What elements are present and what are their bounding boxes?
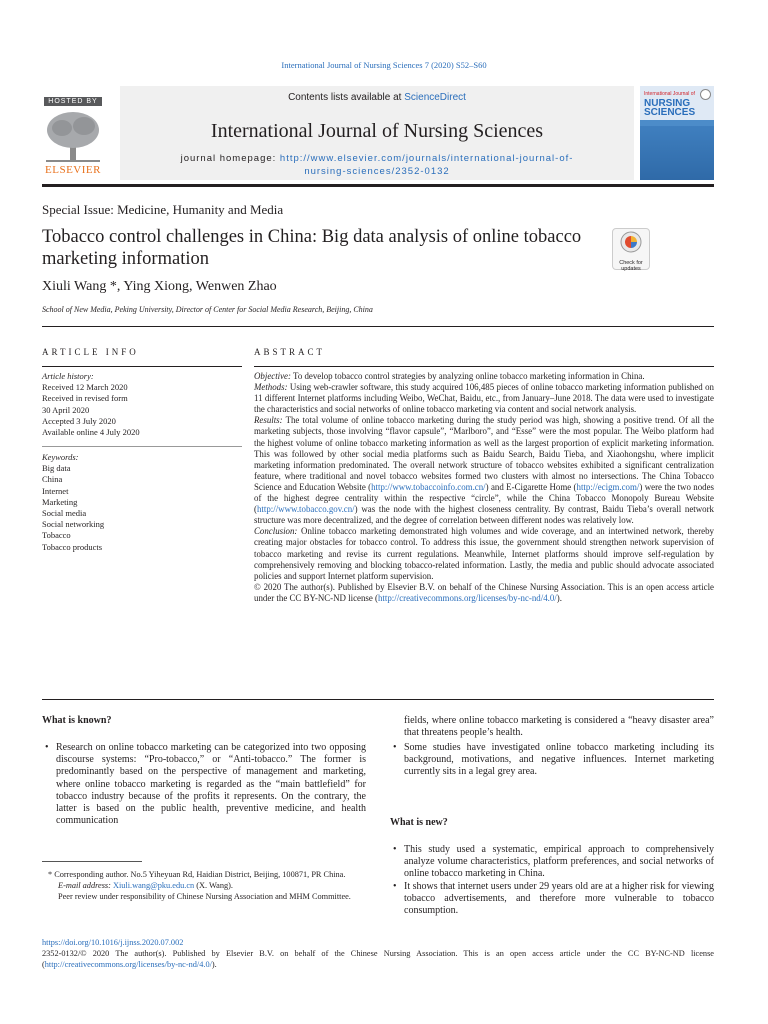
footnotes [42,869,366,902]
journal-title: International Journal of Nursing Sciences [210,120,544,142]
sciencedirect-link[interactable]: ScienceDirect [404,92,466,103]
known-list [42,742,366,827]
objective-text: To develop tobacco control strategies by analyzing online tobacco marketing information in China. [290,371,645,381]
conclusion-label: Conclusion: [254,526,298,537]
known-bullet: • Research on online tobacco marketing can be categorized into two opposing discourse systems: “Pro-tobacco,” or “Anti-tobacco.” The former is predominantly based on the perspective of management and marketing, where online tobacco marketing is regarded as the “main battlefield” for tobacco industry because of the profits it represents. On the contrary, the latter is based on the public health, preventive medicine, and health communication [42,742,366,827]
ecigm-link[interactable]: http://ecigm.com/ [576,481,640,492]
elsevier-logo [42,108,104,176]
cover-title-nursing: NURSING [644,98,691,109]
elsevier-wordmark: ELSEVIER [45,164,101,176]
methods-label: Methods: [254,382,288,393]
methods-text: Using web-crawler software, this study acquired 106,485 pieces of online tobacco marketing information published on 11 different Internet platforms including Weibo, WeChat, Baidu, etc., from January–June 2018. The data were used to investigate the characteristics and social networks of online tobacco marketing via content and social network analysis. [254,382,714,415]
keywords [42,452,242,553]
abstract-heading: ABSTRACT [254,347,326,357]
abstract-conclusion [254,526,714,581]
contents-line [120,92,634,103]
license-link[interactable]: http://creativecommons.org/licenses/by-nc-nd/4.0/ [377,592,557,603]
title-rule [42,326,714,327]
objective-label: Objective: [254,371,291,381]
known-list-cont [390,742,714,779]
affiliation: School of New Media, Peking University, Director of Center for Social Media Research, Beijing, China [42,305,373,314]
abstract-rule [254,366,714,367]
results-text: ) was the node with the highest closeness centrality. By contrast, Baidu Tieba’s overall network structure was more decentralized, and the degree of correlation between different nodes was relatively low. [254,504,714,526]
article-info-rule [42,366,242,367]
email-link[interactable]: Xiuli.wang@pku.edu.cn [113,881,195,890]
keyword: Tobacco products [42,541,103,552]
what-is-known-heading: What is known? [42,715,112,726]
article-title: Tobacco control challenges in China: Big data analysis of online tobacco marketing information [42,227,582,269]
issn-license-line [42,948,714,970]
keyword: Big data [42,463,71,474]
author-list: Xiuli Wang *, Ying Xiong, Wenwen Zhao [42,279,277,294]
history-item: Accepted 3 July 2020 [42,415,116,426]
cover-title-sciences: SCIENCES [644,107,696,118]
what-is-new-heading: What is new? [390,817,448,828]
keyword: China [42,474,63,485]
check-updates-text: Check for updates [619,260,643,272]
results-text: ) and E-Cigarette Home ( [485,481,577,492]
homepage-url[interactable]: http://www.elsevier.com/journals/international-journal-of- [279,153,574,164]
known-bullet-continuation: fields, where online tobacco marketing is considered a “heavy disaster area” that threatens people’s health. [404,715,714,739]
tobacco-gov-link[interactable]: http://www.tobacco.gov.cn/ [256,504,355,515]
keyword: Social networking [42,519,105,530]
contents-prefix: Contents lists available at [288,92,405,103]
known-bullet: • Some studies have investigated online tobacco marketing including its background, motivations, and negative influences. Internet marketing currently sits in a legal grey area. [390,742,714,779]
history-label: Article history: [42,371,94,381]
hosted-by-label: HOSTED BY [44,97,102,106]
abstract-end-rule [42,699,714,700]
email-note [42,880,366,891]
keyword: Tobacco [42,530,71,541]
keywords-label: Keywords: [42,452,79,462]
article-history [42,371,242,438]
keyword: Social media [42,508,87,519]
footer [42,937,714,970]
history-item: Received in revised form [42,393,128,404]
history-item: Received 12 March 2020 [42,382,128,393]
article-info-heading: ARTICLE INFO [42,347,139,357]
issn-text: 2352-0132/© 2020 The author(s). Published by Elsevier B.V. on behalf of the Chinese Nursing Association. This is an open access article under the CC BY-NC-ND license ( [42,949,714,969]
footnote-rule [42,861,142,862]
abstract-objective [254,371,714,382]
header-rule [42,184,714,187]
doi-link[interactable]: https://doi.org/10.1016/j.ijnss.2020.07.002 [42,938,184,947]
journal-homepage [130,152,624,178]
abstract-results [254,415,714,526]
new-bullet: • It shows that internet users under 29 years old are at a higher risk for viewing tobacco advertisements, and therefore more vulnerable to tobacco consumption. [390,881,714,918]
history-item: 30 April 2020 [42,404,90,415]
results-label: Results: [254,415,283,426]
abstract-body [254,371,714,604]
keyword: Internet [42,485,69,496]
journal-cover [640,86,714,180]
peer-review-note: Peer review under responsibility of Chinese Nursing Association and MHM Committee. [58,892,351,901]
new-bullet: • This study used a systematic, empirical approach to comprehensively analyze volume characteristics, platform preferences, and social networks of online tobacco marketing in China. [390,844,714,881]
abstract-copyright [254,582,714,604]
issn-end: ). [211,960,217,969]
tobaccoinfo-link[interactable]: http://www.tobaccoinfo.com.cn/ [371,481,486,492]
results-text: The total volume of online tobacco marketing during the study period was high, showing a positive trend. Of all the marketing subjects, those involving “flavor capsule”, “Marlboro”, and “Esse” were the most popular. The Weibo platform had the highest volume of online tobacco marketing information as well as the largest proportion of explicit marketing information. This was followed by other social media platforms such as Baidu Search, Baidu Tieba, and Xiaohongshu, where implicit marketing information predominated. The overall network structure of tobacco websites exhibited a significant centralization feature, where traditional and novel tobacco websites formed two clusters with almost no intersections. The China Tobacco Science and Education Website ( [254,415,714,492]
conclusion-text: Online tobacco marketing demonstrated high volumes and wide coverage, and an intertwined network, thereby creating major obstacles for tobacco control. To address this issue, the government should strengthen network supervision of tobacco marketing and revise its current regulations. Meanwhile, Internet platforms should improve self-regulation by comprehensively removing and blocking tobacco-related information. Lastly, the media and public should advocate associated policies and support Internet platform supervision. [254,526,714,581]
corresponding-author-note: * Corresponding author. No.5 Yiheyuan Rd, Haidian District, Beijing, 100871, PR China. [48,870,346,879]
abstract-methods [254,382,714,415]
cover-title-small: International Journal of [644,91,695,97]
homepage-label: journal homepage: [180,153,280,164]
new-list [390,844,714,917]
email-label: E-mail address: [58,881,113,890]
footer-license-link[interactable]: http://creativecommons.org/licenses/by-nc-nd/4.0/ [44,960,212,969]
running-head[interactable]: International Journal of Nursing Sciences 7 (2020) S52–S60 [281,60,487,70]
check-for-updates-badge[interactable] [612,228,650,270]
results-text: ) were the two nodes of the highest degree centrality within the respective “circle”, while the China Tobacco Monopoly Bureau Website ( [254,481,714,515]
history-item: Available online 4 July 2020 [42,427,140,438]
copyright-end: ). [556,592,562,603]
homepage-url-cont[interactable]: nursing-sciences/2352-0132 [304,166,450,177]
email-suffix: (X. Wang). [194,881,233,890]
copyright-text: © 2020 The author(s). Published by Elsevier B.V. on behalf of the Chinese Nursing Association. This is an open access article under the CC BY-NC-ND license ( [254,581,714,603]
keyword: Marketing [42,496,78,507]
special-issue-label: Special Issue: Medicine, Humanity and Media [42,202,284,217]
keywords-rule [42,446,242,447]
